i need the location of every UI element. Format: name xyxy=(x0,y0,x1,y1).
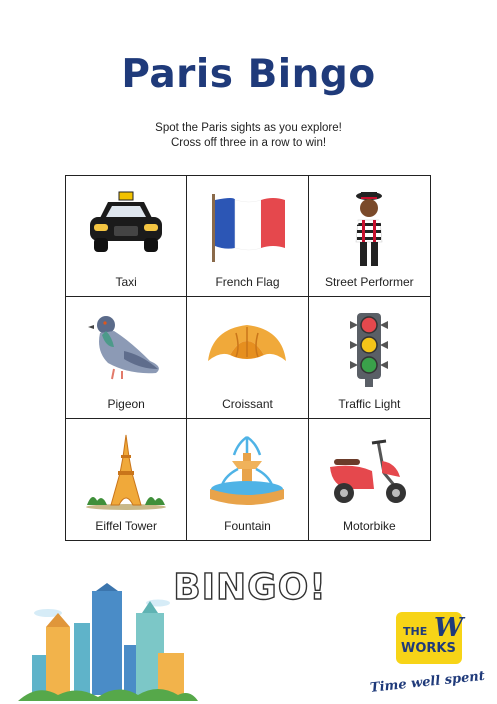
cell-label: Eiffel Tower xyxy=(95,519,157,533)
cell-label: Fountain xyxy=(224,519,271,533)
bingo-cell-croissant[interactable] xyxy=(187,297,308,418)
scooter-icon xyxy=(324,433,414,509)
instructions-line-1: Spot the Paris sights as you explore! xyxy=(155,122,342,134)
bingo-cell-french-flag[interactable] xyxy=(187,176,308,297)
cell-label: Street Performer xyxy=(324,275,414,290)
taxi-icon xyxy=(84,190,168,260)
brand-tagline: Time well spent xyxy=(369,668,486,696)
cell-label: Traffic Light xyxy=(338,396,401,411)
brand-line-2: WORKS xyxy=(401,641,456,656)
instructions xyxy=(0,121,497,151)
bingo-cell-motorbike[interactable] xyxy=(309,419,430,540)
bingo-cell-traffic-light[interactable] xyxy=(309,297,430,418)
cell-label: Croissant xyxy=(222,396,273,411)
croissant-icon xyxy=(202,311,292,381)
traffic-light-icon xyxy=(344,311,394,387)
cell-label: Taxi xyxy=(115,275,137,290)
bingo-cell-taxi[interactable] xyxy=(66,176,187,297)
city-skyline-illustration xyxy=(18,583,198,701)
page-title: Paris Bingo xyxy=(121,52,376,97)
brand-line-1: THE xyxy=(403,625,428,638)
cell-label: French Flag xyxy=(215,275,280,290)
instructions-line-2: Cross off three in a row to win! xyxy=(170,137,327,149)
svg-text:W: W xyxy=(434,613,464,643)
cell-label: Motorbike xyxy=(342,519,396,533)
fountain-icon xyxy=(204,433,290,511)
the-works-logo xyxy=(366,606,490,698)
pigeon-icon xyxy=(84,311,168,387)
bingo-grid xyxy=(65,175,431,541)
french-flag-icon xyxy=(205,190,289,264)
mime-performer-icon xyxy=(334,190,404,270)
bingo-outline-text: BINGO! xyxy=(173,567,327,608)
eiffel-tower-icon xyxy=(83,433,169,511)
bingo-cell-pigeon[interactable] xyxy=(66,297,187,418)
bingo-cell-fountain[interactable] xyxy=(187,419,308,540)
cell-label: Pigeon xyxy=(107,396,145,411)
bingo-cell-street-performer[interactable] xyxy=(309,176,430,297)
bingo-cell-eiffel-tower[interactable] xyxy=(66,419,187,540)
